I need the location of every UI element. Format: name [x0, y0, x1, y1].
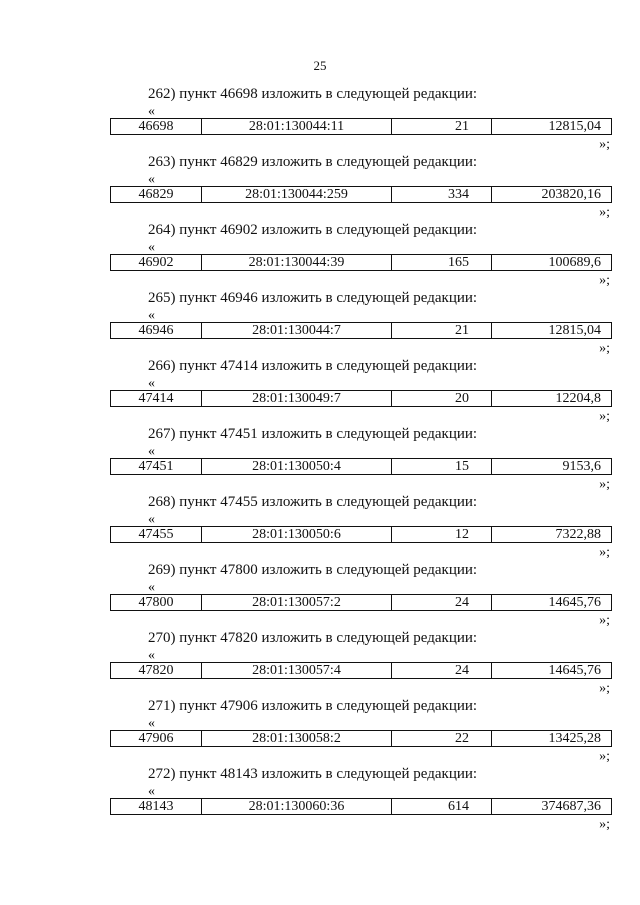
- table-row: [110, 730, 612, 747]
- value-cell: 374687,36: [491, 799, 611, 814]
- amendment-heading: 271) пункт 47906 изложить в следующей редакции:: [148, 698, 478, 714]
- amendment-entry: [110, 154, 610, 222]
- cadastral-number-cell: 28:01:130060:36: [201, 799, 391, 814]
- value-cell: 7322,88: [491, 527, 611, 542]
- opening-quote: «: [148, 376, 155, 391]
- cadastral-number-cell: 28:01:130044:11: [201, 119, 391, 134]
- area-cell: 12: [391, 527, 491, 542]
- opening-quote: «: [148, 716, 155, 731]
- amendment-heading: 267) пункт 47451 изложить в следующей редакции:: [148, 426, 478, 442]
- area-cell: 165: [391, 255, 491, 270]
- amendment-entry: [110, 290, 610, 358]
- item-number-cell: 47906: [138, 731, 174, 746]
- value-cell: 13425,28: [491, 731, 611, 746]
- table-row: [110, 390, 612, 407]
- page-number: 25: [313, 58, 327, 73]
- table-row: [110, 798, 612, 815]
- opening-quote: «: [148, 104, 155, 119]
- table-row: [110, 186, 612, 203]
- item-number-cell: 46946: [138, 323, 174, 338]
- area-cell: 24: [391, 663, 491, 678]
- amendment-entry: [110, 766, 610, 834]
- closing-quote: »;: [599, 545, 610, 560]
- item-number-cell: 47455: [138, 527, 174, 542]
- amendment-heading: 263) пункт 46829 изложить в следующей редакции:: [148, 154, 478, 170]
- opening-quote: «: [148, 580, 155, 595]
- item-number-cell: 47451: [138, 459, 174, 474]
- area-cell: 21: [391, 119, 491, 134]
- amendment-heading: 266) пункт 47414 изложить в следующей редакции:: [148, 358, 478, 374]
- area-cell: 20: [391, 391, 491, 406]
- amendment-heading: 264) пункт 46902 изложить в следующей редакции:: [148, 222, 478, 238]
- area-cell: 15: [391, 459, 491, 474]
- amendment-entry: [110, 562, 610, 630]
- amendment-heading: 268) пункт 47455 изложить в следующей редакции:: [148, 494, 478, 510]
- table-row: [110, 458, 612, 475]
- closing-quote: »;: [599, 137, 610, 152]
- amendment-heading: 262) пункт 46698 изложить в следующей редакции:: [148, 86, 478, 102]
- closing-quote: »;: [599, 749, 610, 764]
- amendment-entry: [110, 426, 610, 494]
- value-cell: 12815,04: [491, 119, 611, 134]
- opening-quote: «: [148, 172, 155, 187]
- value-cell: 14645,76: [491, 595, 611, 610]
- amendment-heading: 269) пункт 47800 изложить в следующей редакции:: [148, 562, 478, 578]
- item-number-cell: 46902: [138, 255, 174, 270]
- closing-quote: »;: [599, 681, 610, 696]
- cadastral-number-cell: 28:01:130044:7: [201, 323, 391, 338]
- table-row: [110, 594, 612, 611]
- table-row: [110, 662, 612, 679]
- value-cell: 100689,6: [491, 255, 611, 270]
- table-row: [110, 526, 612, 543]
- value-cell: 9153,6: [491, 459, 611, 474]
- cadastral-number-cell: 28:01:130057:2: [201, 595, 391, 610]
- closing-quote: »;: [599, 205, 610, 220]
- item-number-cell: 46698: [138, 119, 174, 134]
- cadastral-number-cell: 28:01:130050:4: [201, 459, 391, 474]
- value-cell: 14645,76: [491, 663, 611, 678]
- value-cell: 203820,16: [491, 187, 611, 202]
- amendment-heading: 265) пункт 46946 изложить в следующей редакции:: [148, 290, 478, 306]
- amendments-list: [110, 86, 610, 834]
- area-cell: 24: [391, 595, 491, 610]
- closing-quote: »;: [599, 613, 610, 628]
- closing-quote: »;: [599, 477, 610, 492]
- cadastral-number-cell: 28:01:130058:2: [201, 731, 391, 746]
- item-number-cell: 48143: [138, 799, 174, 814]
- amendment-entry: [110, 630, 610, 698]
- value-cell: 12815,04: [491, 323, 611, 338]
- area-cell: 21: [391, 323, 491, 338]
- amendment-entry: [110, 494, 610, 562]
- amendment-entry: [110, 86, 610, 154]
- cadastral-number-cell: 28:01:130049:7: [201, 391, 391, 406]
- item-number-cell: 47820: [138, 663, 174, 678]
- opening-quote: «: [148, 444, 155, 459]
- area-cell: 22: [391, 731, 491, 746]
- amendment-entry: [110, 358, 610, 426]
- closing-quote: »;: [599, 273, 610, 288]
- area-cell: 614: [391, 799, 491, 814]
- cadastral-number-cell: 28:01:130044:39: [201, 255, 391, 270]
- opening-quote: «: [148, 512, 155, 527]
- closing-quote: »;: [599, 817, 610, 832]
- item-number-cell: 46829: [138, 187, 174, 202]
- table-row: [110, 254, 612, 271]
- amendment-heading: 272) пункт 48143 изложить в следующей редакции:: [148, 766, 478, 782]
- closing-quote: »;: [599, 409, 610, 424]
- opening-quote: «: [148, 648, 155, 663]
- cadastral-number-cell: 28:01:130057:4: [201, 663, 391, 678]
- amendment-entry: [110, 698, 610, 766]
- table-row: [110, 118, 612, 135]
- amendment-entry: [110, 222, 610, 290]
- cadastral-number-cell: 28:01:130044:259: [201, 187, 391, 202]
- opening-quote: «: [148, 308, 155, 323]
- cadastral-number-cell: 28:01:130050:6: [201, 527, 391, 542]
- item-number-cell: 47414: [138, 391, 174, 406]
- opening-quote: «: [148, 240, 155, 255]
- area-cell: 334: [391, 187, 491, 202]
- value-cell: 12204,8: [491, 391, 611, 406]
- item-number-cell: 47800: [138, 595, 174, 610]
- opening-quote: «: [148, 784, 155, 799]
- closing-quote: »;: [599, 341, 610, 356]
- amendment-heading: 270) пункт 47820 изложить в следующей редакции:: [148, 630, 478, 646]
- table-row: [110, 322, 612, 339]
